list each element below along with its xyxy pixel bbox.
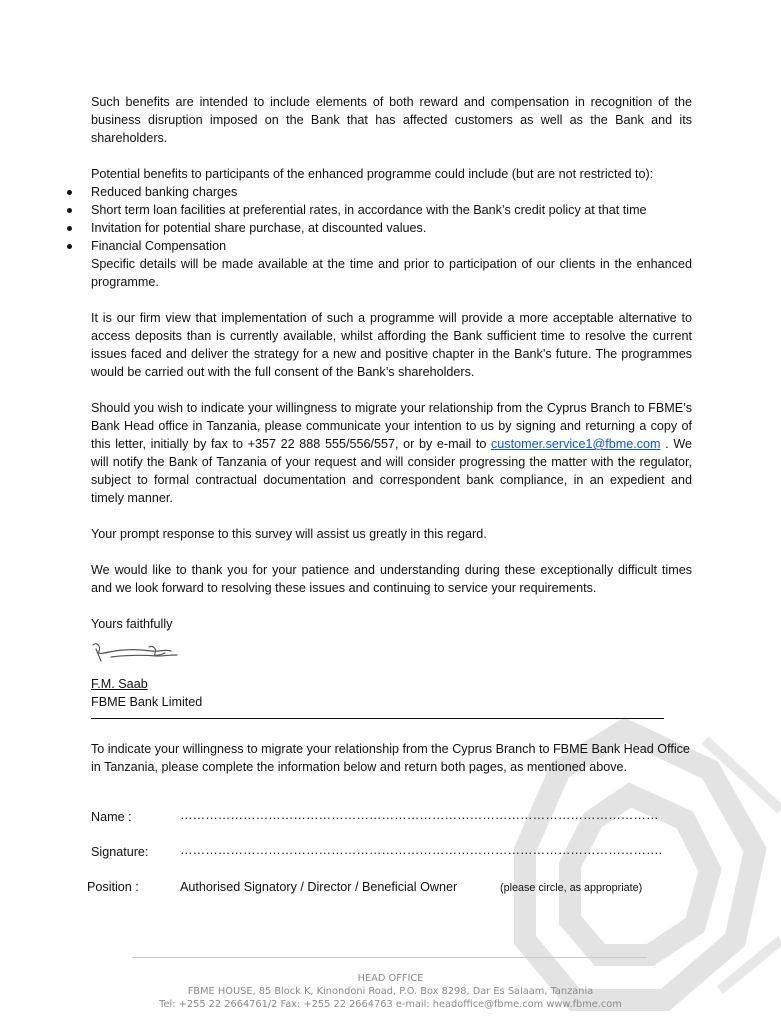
signature-label: Signature:	[91, 845, 149, 859]
form-instructions: To indicate your willingness to migrate your relationship from the Cyprus Branch to FBME Bank Head Office in Tanzania, please complete the information below and return both pages, as mentioned above.	[91, 742, 690, 774]
list-item	[91, 201, 692, 219]
migration-text-start: Should you wish to indicate your willingness to migrate your relationship from the Cyprus Branch to FBME’s Bank Head office in Tanzania, please communicate your intention to us by signing and returning a copy of this letter, initially by fax to +357 22 888 555/556/557, or by e-mail to	[91, 401, 692, 451]
footer-contacts: Tel: +255 22 2664761/2 Fax: +255 22 2664763 e-mail: headoffice@fbme.com www.fbme.com	[159, 999, 622, 1010]
list-item-text: Short term loan facilities at preferential rates, in accordance with the Bank’s credit policy at that time	[91, 203, 647, 217]
paragraph-thanks: We would like to thank you for your patience and understanding during these exceptionally difficult times and we look forward to resolving these issues and continuing to service your requirements.	[91, 563, 692, 595]
signature-row	[91, 843, 663, 861]
customer-service-email-link[interactable]: customer.service1@fbme.com	[490, 437, 661, 451]
footer-divider	[132, 957, 647, 958]
signer-name: F.M. Saab	[91, 677, 148, 691]
footer-heading: HEAD OFFICE	[357, 973, 424, 984]
list-item	[91, 237, 692, 255]
bullet-icon	[67, 226, 72, 231]
handwritten-signature-image	[91, 637, 181, 669]
benefits-list	[91, 183, 692, 255]
paragraph-migration-request	[91, 399, 692, 507]
letter-body	[91, 93, 692, 711]
signature-field[interactable]: …………………………………………………………………………………………………….	[180, 843, 663, 857]
section-divider	[91, 718, 664, 719]
list-item-text: Financial Compensation	[91, 239, 227, 253]
bullet-icon	[67, 190, 72, 195]
name-field[interactable]: ……………………………………………………………………………………………………	[180, 808, 659, 822]
list-item	[91, 183, 692, 201]
closing-salutation: Yours faithfully	[91, 617, 173, 631]
position-options[interactable]: Authorised Signatory / Director / Beneficial Owner	[180, 880, 458, 894]
position-row	[0, 878, 781, 896]
paragraph-prompt-response: Your prompt response to this survey will assist us greatly in this regard.	[91, 527, 487, 541]
position-label: Position :	[87, 880, 139, 894]
paragraph-potential-benefits: Potential benefits to participants of the enhanced programme could include (but are not restricted to):	[91, 167, 654, 181]
position-note: (please circle, as appropriate)	[500, 882, 643, 894]
name-label: Name :	[91, 810, 132, 824]
paragraph-programme-view: It is our firm view that implementation of such a programme will provide a more acceptable alternative to access deposits than is currently available, whilst affording the Bank sufficient time to resolve the current issues faced and deliver the strategy for a new and positive chapter in the Bank’s future. The programmes would be carried out with the full consent of the Bank’s shareholders.	[91, 311, 692, 379]
signer-company: FBME Bank Limited	[91, 695, 203, 709]
paragraph-specific-details: Specific details will be made available at the time and prior to participation of our clients in the enhanced programme.	[91, 257, 692, 289]
list-item	[91, 219, 692, 237]
paragraph-benefits: Such benefits are intended to include elements of both reward and compensation in recognition of the business disruption imposed on the Bank that has affected customers as well as the Bank and its shareholders.	[91, 95, 692, 145]
list-item-text: Invitation for potential share purchase, at discounted values.	[91, 221, 427, 235]
list-item-text: Reduced banking charges	[91, 185, 238, 199]
name-row	[91, 808, 659, 826]
migration-text-end: . We will notify the Bank of Tanzania of your request and will consider progressing the matter with the regulator, subject to formal contractual documentation and correspondent bank compliance, in an expedient and timely manner.	[91, 437, 692, 505]
bullet-icon	[67, 208, 72, 213]
footer-address: FBME HOUSE, 85 Block K, Kinondoni Road, P.O. Box 8298, Dar Es Salaam, Tanzania	[187, 986, 594, 997]
bullet-icon	[67, 244, 72, 249]
